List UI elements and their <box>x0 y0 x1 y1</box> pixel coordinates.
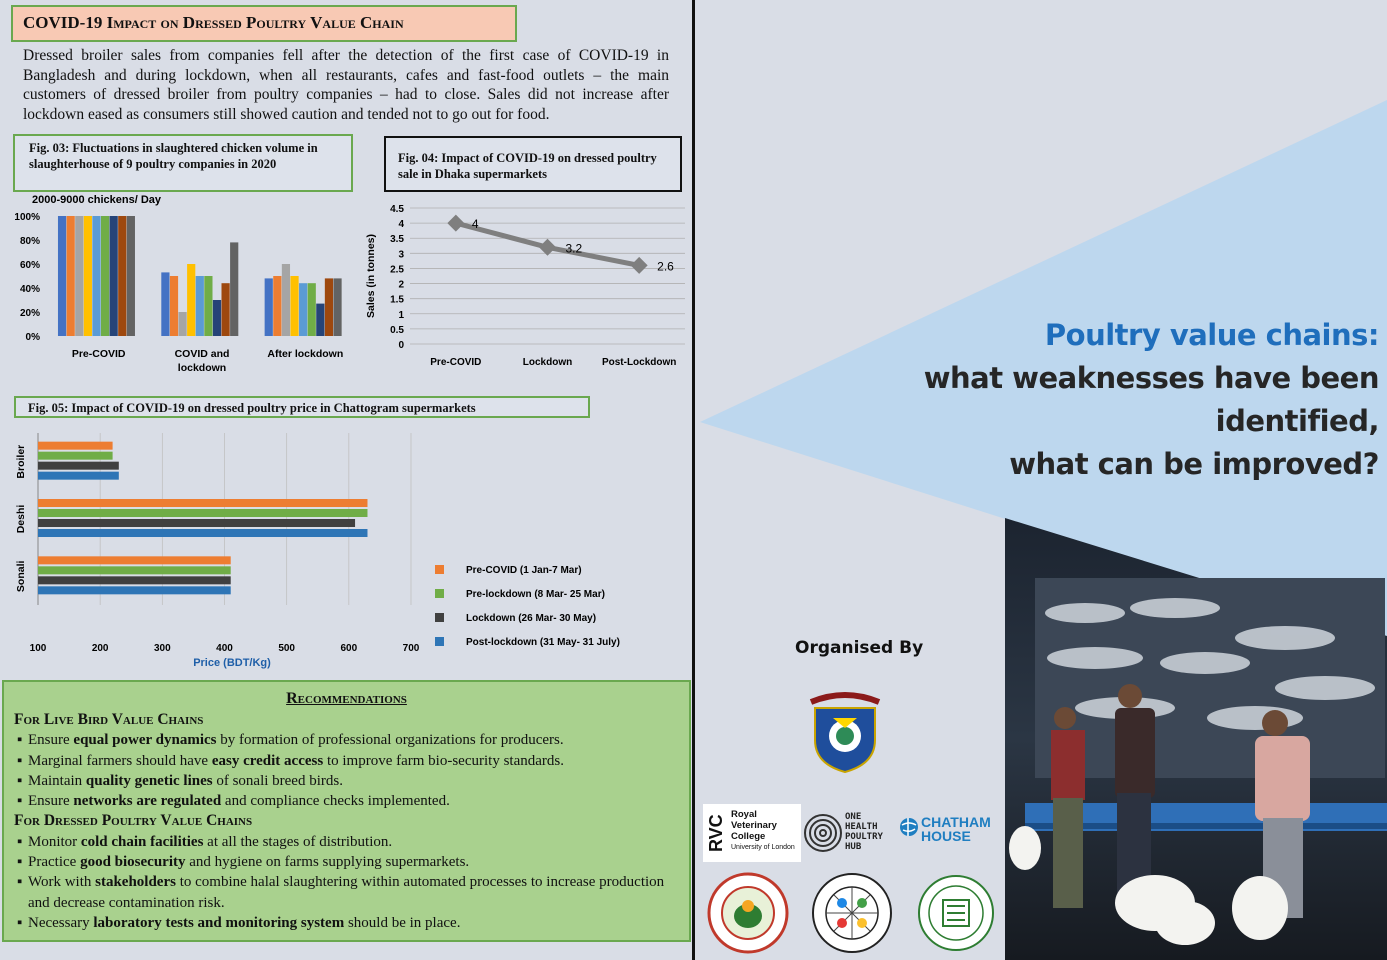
headline-line-3: identified, <box>1215 404 1379 438</box>
headline-line-4: what can be improved? <box>1009 447 1379 481</box>
fig05-bar <box>38 509 367 517</box>
livestock-department-seal <box>707 872 789 954</box>
rvc-logo <box>703 804 801 862</box>
fig03-category-label: After lockdown <box>267 348 344 360</box>
fig04-point <box>631 257 648 274</box>
rvc-text-4: University of London <box>731 844 795 851</box>
fig04-ytick: 1 <box>398 309 404 321</box>
dressed-poultry-recommendation-item: ▪ Practice good biosecurity and hygiene on farms supplying supermarkets. <box>14 852 679 872</box>
live-bird-heading: For Live Bird Value Chains <box>14 711 204 728</box>
recommendations-title: Recommendations <box>286 690 407 707</box>
headline-line-2: what weaknesses have been <box>923 361 1379 395</box>
fig03-bar <box>75 216 83 336</box>
fig03-caption: Fig. 03: Fluctuations in slaughtered chicken volume in slaughterhouse of 9 poultry companies in 2020 <box>13 134 353 192</box>
right-panel <box>695 0 1387 960</box>
fig05-xtick: 700 <box>402 643 420 654</box>
blri-seal <box>811 872 893 954</box>
fig04-ylabel: Sales (in tonnes) <box>365 233 377 319</box>
fig03-bar <box>282 264 290 336</box>
dressed-poultry-recommendation-item: ▪ Work with stakeholders to combine halal slaughtering within automated processes to increase production and decrease contamination risk. <box>14 872 679 913</box>
fig05-legend-label: Pre-lockdown (8 Mar- 25 Mar) <box>466 589 605 600</box>
dressed-poultry-recommendation-item: ▪ Necessary laboratory tests and monitoring system should be in place. <box>14 913 679 933</box>
live-bird-list <box>14 730 679 811</box>
fig03-bar <box>84 216 92 336</box>
dressed-poultry-list <box>14 832 679 933</box>
fig05-bar <box>38 586 231 594</box>
fig05-legend-label: Post-lockdown (31 May- 31 July) <box>466 637 620 648</box>
fig03-bar <box>67 216 75 336</box>
fig03-bar <box>230 242 238 336</box>
fingerprint-icon <box>803 810 843 856</box>
fig03-bar <box>273 276 281 336</box>
fig03-bar <box>222 283 230 336</box>
university-logo <box>805 688 885 774</box>
ohph-text-2: HEALTH <box>845 822 878 832</box>
worker-figure-1 <box>1115 684 1155 903</box>
fig04-category-label: Post-Lockdown <box>601 357 677 368</box>
chatham-text-1: CHATHAM <box>921 814 991 830</box>
fig05-caption: Fig. 05: Impact of COVID-19 on dressed poultry price in Chattogram supermarkets <box>14 396 590 418</box>
fig05-xtick: 100 <box>29 643 47 654</box>
fig03-bar <box>316 304 324 336</box>
fig05-bar <box>38 556 231 564</box>
fig03-bar <box>308 283 316 336</box>
fig04-point <box>447 215 464 232</box>
fig03-bar <box>101 216 109 336</box>
fig04-ytick: 2 <box>398 279 404 291</box>
live-bird-recommendation-item: ▪ Maintain quality genetic lines of sonali breed birds. <box>14 771 679 791</box>
fig03-ytick: 20% <box>19 308 40 319</box>
poultry-market-photo <box>1005 518 1387 960</box>
fig05-bar <box>38 472 119 480</box>
fig03-ytick: 40% <box>19 284 40 295</box>
fig03-bar <box>170 276 178 336</box>
fig03-bar <box>333 278 341 336</box>
rvc-text-1: Royal <box>731 809 757 820</box>
fig05-bar <box>38 529 367 537</box>
fig03-bar <box>92 216 100 336</box>
fig03-subtitle: 2000-9000 chickens/ Day <box>32 194 162 206</box>
fig03-bar <box>299 283 307 336</box>
fig04-ytick: 0 <box>398 340 404 351</box>
live-bird-recommendation-item: ▪ Ensure equal power dynamics by formation of professional organizations for producers. <box>14 730 679 750</box>
fig04-data-label: 3.2 <box>565 241 583 256</box>
fig03-bar <box>110 216 118 336</box>
fig03-category-label: Pre-COVID <box>71 348 126 360</box>
fig03-bar <box>127 216 135 336</box>
headline-line-1: Poultry value chains: <box>1044 318 1379 352</box>
rvc-mark: RVC <box>706 814 726 852</box>
organised-by-label: Organised By <box>795 638 924 658</box>
fig03-bar <box>161 272 169 336</box>
dressed-poultry-recommendation-item: ▪ Monitor cold chain facilities at all the stages of distribution. <box>14 832 679 852</box>
fig04-ytick: 3.5 <box>390 234 404 246</box>
fig03-bar <box>187 264 195 336</box>
headline <box>924 314 1379 486</box>
rvc-text-2: Veterinary <box>731 820 777 831</box>
fig04-ytick: 4 <box>398 219 404 231</box>
fig03-category-label: lockdown <box>177 362 227 374</box>
fig05-xtick: 500 <box>278 643 296 654</box>
fig05-legend-swatch <box>435 565 444 574</box>
fig05-legend-swatch <box>435 589 444 598</box>
worker-figure-3 <box>1051 707 1085 908</box>
dressed-poultry-heading: For Dressed Poultry Value Chains <box>14 812 253 830</box>
fig03-bar <box>179 312 187 336</box>
fig04-ytick: 3 <box>398 249 404 261</box>
fig04-ytick: 2.5 <box>390 264 404 276</box>
fig05-xtick: 200 <box>91 643 109 654</box>
fig04-ytick: 4.5 <box>390 204 404 215</box>
fig05-xtick: 400 <box>216 643 233 654</box>
chatham-house-logo <box>899 814 1003 850</box>
fig03-bar <box>265 278 273 336</box>
fig05-legend-swatch <box>435 613 444 622</box>
fig05-xlabel: Price (BDT/Kg) <box>193 657 271 669</box>
fig03-ytick: 0% <box>25 332 40 343</box>
fig03-ytick: 80% <box>19 236 40 247</box>
page-title: COVID-19 Impact on Dressed Poultry Value Chain <box>11 5 517 42</box>
ohph-text-4: HUB <box>845 842 862 852</box>
fig05-xtick: 600 <box>340 643 358 654</box>
globe-icon <box>899 817 919 837</box>
fig05-category-label: Deshi <box>15 504 27 534</box>
fig03-bar-chart <box>0 190 360 380</box>
fig05-bar <box>38 566 231 574</box>
fig04-caption: Fig. 04: Impact of COVID-19 on dressed poultry sale in Dhaka supermarkets <box>384 136 682 192</box>
fig04-category-label: Pre-COVID <box>430 357 482 368</box>
fig04-ytick: 0.5 <box>390 324 404 336</box>
fig05-category-label: Broiler <box>15 444 27 479</box>
ohph-text-1: ONE <box>845 812 862 822</box>
fig04-line-chart <box>360 198 690 378</box>
fig05-legend-swatch <box>435 637 444 646</box>
fig03-bar <box>290 276 298 336</box>
fig05-hbar-chart <box>0 425 690 675</box>
fig05-bar <box>38 462 119 470</box>
fig03-bar <box>196 276 204 336</box>
recommendations-box <box>2 680 691 942</box>
fig05-bar <box>38 452 113 460</box>
fig04-data-label: 4 <box>471 217 479 232</box>
institute-seal <box>917 874 995 952</box>
fig03-bar <box>58 216 66 336</box>
fig05-bar <box>38 519 355 527</box>
fig05-legend-label: Lockdown (26 Mar- 30 May) <box>466 613 597 624</box>
fig05-xtick: 300 <box>153 643 171 654</box>
live-bird-recommendation-item: ▪ Marginal farmers should have easy credit access to improve farm bio-security standards. <box>14 751 679 771</box>
fig05-legend-label: Pre-COVID (1 Jan-7 Mar) <box>466 565 582 576</box>
fig03-ytick: 100% <box>14 212 40 223</box>
fig05-bar <box>38 442 113 450</box>
fig03-category-label: COVID and <box>174 348 230 360</box>
fig05-bar <box>38 499 367 507</box>
intro-paragraph: Dressed broiler sales from companies fell after the detection of the first case of COVID-19 in Bangladesh and during lockdown, when all restaurants, cafes and fast-food outlets – the main customers of dressed broiler from poultry companies – had to close. Sales did not increase after lockdown eased as consumers still showed caution and tended not to go out for food. <box>23 47 669 123</box>
fig03-bar <box>325 278 333 336</box>
fig03-bar <box>118 216 126 336</box>
left-panel <box>0 0 693 960</box>
one-health-poultry-hub-logo <box>803 810 893 858</box>
fig03-bar <box>204 276 212 336</box>
fig04-ytick: 1.5 <box>390 294 404 306</box>
live-bird-recommendation-item: ▪ Ensure networks are regulated and compliance checks implemented. <box>14 791 679 811</box>
fig04-category-label: Lockdown <box>522 357 573 368</box>
fig03-bar <box>213 300 221 336</box>
fig05-category-label: Sonali <box>15 560 27 593</box>
chatham-text-2: HOUSE <box>921 828 971 844</box>
fig03-ytick: 60% <box>19 260 40 271</box>
rvc-text-3: College <box>731 831 766 842</box>
ohph-text-3: POULTRY <box>845 832 883 842</box>
fig05-bar <box>38 576 231 584</box>
fig04-data-label: 2.6 <box>657 259 674 274</box>
